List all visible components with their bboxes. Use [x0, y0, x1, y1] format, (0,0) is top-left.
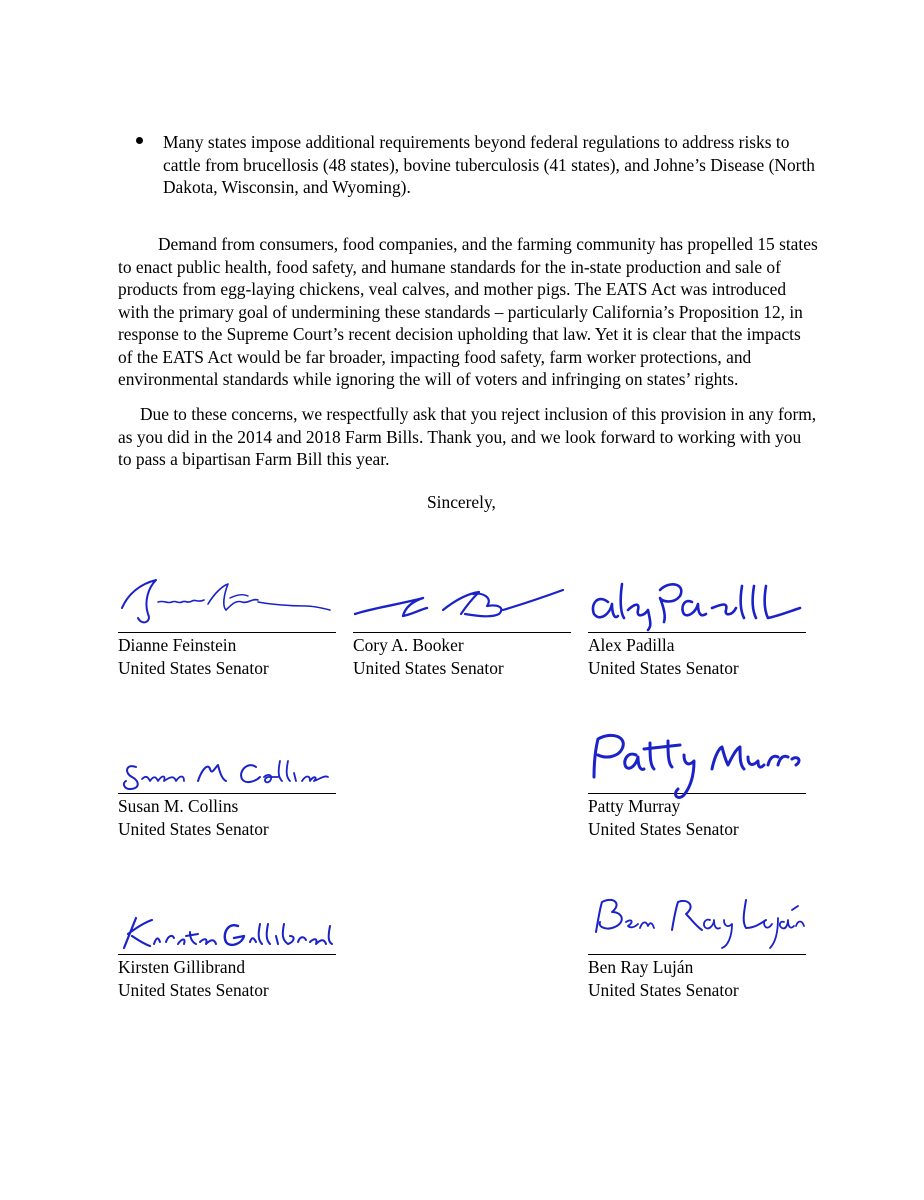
signatory-title: United States Senator — [118, 979, 269, 1000]
signatory-title: United States Senator — [118, 657, 269, 678]
signatory-name: Cory A. Booker — [353, 635, 464, 655]
signatory-name: Kirsten Gillibrand — [118, 957, 246, 977]
signature-line — [118, 954, 336, 955]
signatory-name: Patty Murray — [588, 796, 681, 816]
signature-collins-image — [118, 725, 338, 793]
signatory-name: Susan M. Collins — [118, 796, 239, 816]
signature-line — [353, 632, 571, 633]
body-paragraph-2: Due to these concerns, we respectfully ask that you reject inclusion of this provision in any form, as you did in the 2014 and 2018 Farm Bills. Thank you, and we look forward to working with you to pass a bipartisan Farm Bill this year. — [118, 404, 817, 469]
signature-line — [588, 954, 806, 955]
signature-booker-image — [353, 564, 573, 632]
signature-block-murray — [588, 793, 808, 840]
signatory-name: Alex Padilla — [588, 635, 675, 655]
signatory-title: United States Senator — [588, 818, 739, 839]
signature-murray-image — [588, 725, 808, 793]
bullet-icon — [136, 137, 143, 144]
signature-block-padilla — [588, 632, 808, 679]
signatory-title: United States Senator — [118, 818, 269, 839]
signature-block-lujan — [588, 954, 808, 1001]
signature-line — [588, 793, 806, 794]
signature-block-feinstein — [118, 632, 338, 679]
signature-feinstein-image — [118, 564, 338, 632]
signatory-name: Ben Ray Luján — [588, 957, 694, 977]
bullet-item — [118, 131, 818, 199]
bullet-text: Many states impose additional requirements beyond federal regulations to address risks to cattle from brucellosis (48 states), bovine tuberculosis (41 states), and Johne’s Disease (North Dakota, Wisconsin, and Wyoming). — [163, 132, 815, 197]
signature-gillibrand-image — [118, 886, 338, 954]
signatory-title: United States Senator — [353, 657, 504, 678]
signature-line — [118, 793, 336, 794]
signature-line — [588, 632, 806, 633]
body-paragraph-1: Demand from consumers, food companies, and the farming community has propelled 15 states to enact public health, food safety, and humane standards for the in-state production and sale of products from egg-laying chickens, veal calves, and mother pigs. The EATS Act was introduced with the primary goal of undermining these standards – particularly California’s Proposition 12, in response to the Supreme Court’s recent decision upholding that law. Yet it is clear that the impacts of the EATS Act would be far broader, impacting food safety, farm worker protections, and environmental standards while ignoring the will of voters and infringing on states’ rights. — [118, 234, 818, 389]
signature-line — [118, 632, 336, 633]
signatory-title: United States Senator — [588, 657, 739, 678]
closing-salutation: Sincerely, — [427, 492, 496, 512]
signature-block-collins — [118, 793, 338, 840]
signature-padilla-image — [588, 564, 808, 632]
signatory-title: United States Senator — [588, 979, 739, 1000]
signature-block-gillibrand — [118, 954, 338, 1001]
signatory-name: Dianne Feinstein — [118, 635, 237, 655]
signature-block-booker — [353, 632, 573, 679]
signature-lujan-image — [588, 886, 808, 954]
